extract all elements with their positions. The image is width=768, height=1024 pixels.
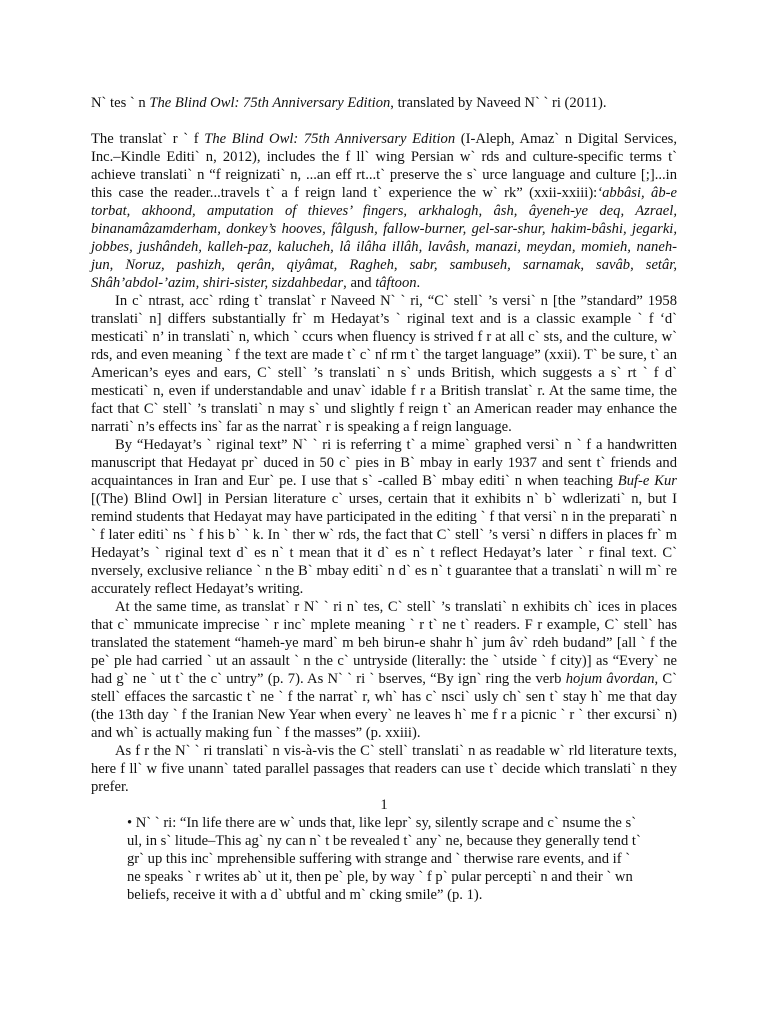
quote-passage: • N` ` ri: “In life there are w` unds that, like lepr` sy, silently scrape and c` nsume the s` ul, in s` litude–This ag` ny can n` t be revealed t` any` ne, because they generally tend t` gr` up this inc` mprehensible suffering with strange and ` therwise rare events, and if ` ne speaks ` r writes ab` ut it, then pe` ple, by way ` f p` pular percepti` n and their ` wn beliefs, receive it with a d` ubtful and m` cking smile” (p. 1). (127, 815, 641, 903)
paragraph-terms: The translat` r ` f The Blind Owl: 75th Anniversary Edition (I-Aleph, Amaz` n Digital Services, Inc.–Kindle Editi` n, 2012), includes the f ll` wing Persian w` rds and culture-specific terms t` achieve translati` n “f reignizati` n, ...an eff rt...t` preserve the s` urce language and culture [;]...in this case the reader...travels t` a f reign land t` experience the w` rk” (xxii-xxiii):‘abbâsi, âb-e torbat, akhoond, amputation of thieves’ fingers, arkhalogh, âsh, âyeneh-ye deq, Azrael, binanamâzamderham, donkey’s hooves, fâlgush, fallow-burner, gel-sar-shur, hakim-bâshi, jegarki, jobbes, jushândeh, kalleh-paz, kalucheh, lâ ilâha illâh, lavâsh, manazi, meydan, momieh, naneh-jun, Noruz, pashizh, qerân, qiyâmat, Ragheh, sabr, sambuseh, sarnamak, savâb, setâr, Shâh’abdol-’azim, shiri-sister, sizdahbedar, and tâftoon. (91, 131, 678, 291)
paragraph-contrast: In c` ntrast, acc` rding t` translat` r Naveed N` ` ri, “C` stell` ’s versi` n [the ”standard” 1958 translati` n] differs substantially fr` m Hedayat’s ` riginal text and is a classic example ` f ‘d` mesticati` n’ in translati` n, which ` ccurs when fluency is strived f r at all c` sts, and the culture, w` rds, and even meaning ` f the text are made t` c` nf rm t` the target language” (xxii). T` be sure, t` an American’s eyes and ears, C` stell` ’s translati` n s` unds British, which suggests a s` rt ` f d` mesticati` n, even if understandable and unav` idable f r a British translat` r. At the same time, the fact that C` stell` ’s translati` n may s` und slightly f reign t` an American reader may enhance the narrati` n’s effects ins` far as the narrat` r is speaking a f reign language. (91, 293, 677, 435)
paragraph-imprecise-meaning: At the same time, as translat` r N` ` ri n` tes, C` stell` ’s translati` n exhibits ch` ices in places that c` mmunicate imprecise ` r inc` mplete meaning ` r t` ne t` readers. F r example, C` stell` has translated the statement “hameh-ye mard` m beh birun-e shahr h` jum âv` rdeh budand” [all ` f the pe` ple had carried ` ut an assault ` n the c` untryside (literally: the ` utside ` f city)] as “Every` ne had g` ne ` ut t` the c` untry” (p. 7). As N` ` ri ` bserves, “By ign` ring the verb hojum âvordan, C` stell` effaces the sarcastic t` ne ` f the narrat` r, wh` has c` nsci` usly ch` sen t` stay h` me that day (the 13th day ` f the Iranian New Year when every` ne leaves h` me f r a picnic ` r ` ther excursi` n) and wh` is actually making fun ` f the masses” (p. xxiii). (91, 599, 678, 741)
paragraph-original-text: By “Hedayat’s ` riginal text” N` ` ri is referring t` a mime` graphed versi` n ` f a handwritten manuscript that Hedayat pr` duced in 50 c` pies in B` mbay in early 1937 and sent t` friends and acquaintances in Iran and Eur` pe. I use that s` -called B` mbay editi` n when teaching Buf-e Kur [(The) Blind Owl] in Persian literature c` urses, certain that it exhibits n` b` wdlerizati` n, but I remind students that Hedayat may have participated in the editing ` f that versi` n in the preparati` n ` f later editi` ns ` f his b` ` k. In ` ther w` rds, the fact that C` stell` ’s versi` n differs in places fr` m Hedayat’s ` riginal text d` es n` t mean that it d` es n` t reflect Hedayat’s later ` r final text. C` nversely, exclusive reliance ` n the B` mbay editi` n d` es n` t guarantee that a translati` n will m` re accurately reflect Hedayat’s writing. (91, 437, 677, 597)
persian-terms-list: ‘abbâsi, âb-e torbat, akhoond, amputation of thieves’ fingers, arkhalogh, âsh, âyeneh-ye deq, Azrael, binanamâzamderham, donkey’s hooves, fâlgush, fallow-burner, gel-sar-shur, hakim-bâshi, jegarki, jobbes, jushândeh, kalleh-paz, kalucheh, lâ ilâha illâh, lavâsh, manazi, meydan, momieh, naneh-jun, Noruz, pashizh, qerân, qiyâmat, Ragheh, sabr, sambuseh, sarnamak, savâb, setâr, Shâh’abdol-’azim, shiri-sister, sizdahbedar (91, 185, 677, 291)
heading-book-title: The Blind Owl: 75th Anniversary Edition (149, 95, 391, 111)
persian-verb: hojum âvordan (565, 671, 655, 687)
paragraph-parallel-passages: As f r the N` ` ri translati` n vis-à-vis the C` stell` translati` n as readable w` rld literature texts, here f ll` w five unann` tated parallel passages that readers can use t` decide which translati` n they prefer. (91, 743, 677, 795)
notes-heading (91, 94, 677, 112)
document-body (91, 94, 677, 904)
persian-book-title: Buf-e Kur (617, 473, 677, 489)
heading-prefix: N` tes ` n (91, 95, 150, 111)
heading-suffix: , translated by Naveed N` ` ri (2011). (390, 95, 607, 111)
book-title: The Blind Owl: 75th Anniversary Edition (204, 131, 456, 147)
passage-number: 1 (380, 797, 388, 813)
